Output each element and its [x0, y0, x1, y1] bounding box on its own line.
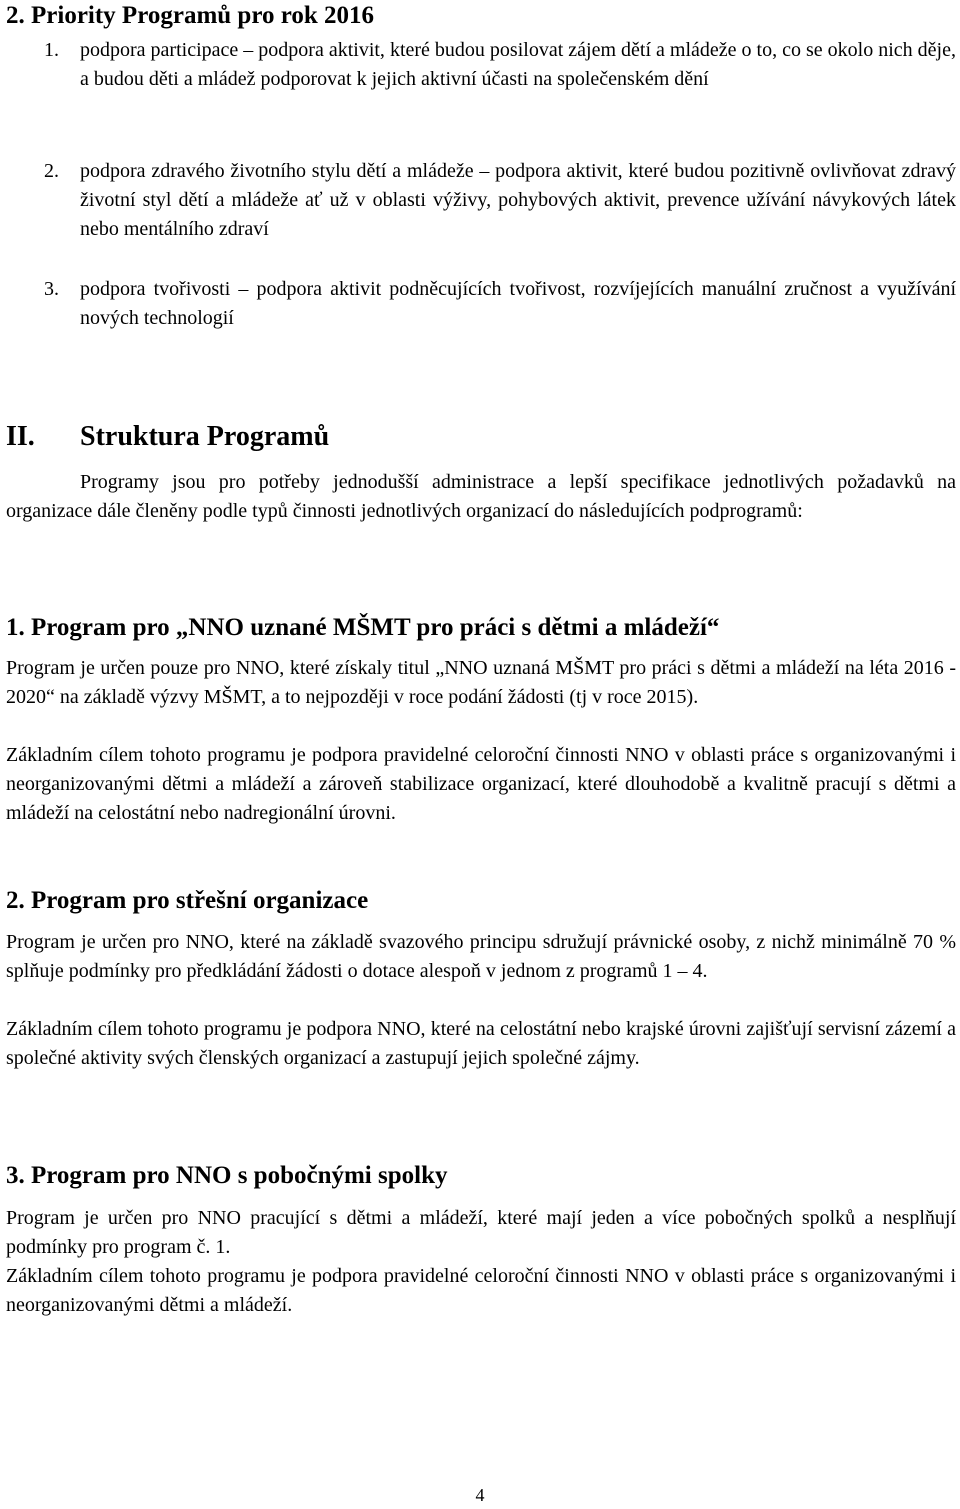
program-3-heading: 3. Program pro NNO s pobočnými spolky — [6, 1162, 448, 1189]
priority-item-2 — [44, 157, 956, 244]
program-1-heading: 1. Program pro „NNO uznané MŠMT pro práci s dětmi a mládeží“ — [6, 614, 720, 641]
section-title: Struktura Programů — [80, 421, 330, 452]
section-roman-numeral: II. — [6, 421, 35, 452]
priorities-heading: 2. Priority Programů pro rok 2016 — [6, 2, 375, 29]
program-1-paragraph-2: Základním cílem tohoto programu je podpora pravidelné celoroční činnosti NNO v oblasti práce s organizovanými i neorganizovanými dětmi a mládeží a zároveň stabilizace organizací, které dlouhodobě a kvalitně pracují s dětmi a mládeží na celostátní nebo nadregionální úrovni. — [6, 744, 956, 824]
priority-item-1 — [44, 36, 956, 94]
page-number: 4 — [475, 1485, 485, 1505]
program-2-paragraph-1: Program je určen pro NNO, které na základě svazového principu sdružují právnické osoby, z nichž minimálně 70 % splňuje podmínky pro předkládání žádosti o dotace alespoň v jednom z programů 1 – 4. — [6, 931, 956, 982]
priority-item-number: 3. — [44, 278, 59, 300]
priority-item-3 — [44, 275, 956, 333]
priority-item-number: 2. — [44, 160, 59, 182]
program-3-paragraph-1: Program je určen pro NNO pracující s dětmi a mládeží, které mají jeden a více pobočných spolků a nesplňují podmínky pro program č. 1. — [6, 1207, 956, 1258]
priority-item-text: podpora tvořivosti – podpora aktivit podněcujících tvořivost, rozvíjejících manuální zručnost a využívání nových technologií — [80, 278, 956, 329]
priority-item-number: 1. — [44, 39, 59, 61]
priority-item-text: podpora zdravého životního stylu dětí a mládeže – podpora aktivit, které budou pozitivně ovlivňovat zdravý životní styl dětí a mládeže ať už v oblasti výživy, pohybových aktivit, prevence užívání návykových látek nebo mentálního zdraví — [80, 160, 956, 240]
program-1-paragraph-1: Program je určen pouze pro NNO, které získaly titul „NNO uznaná MŠMT pro práci s dětmi a mládeží na léta 2016 - 2020“ na základě výzvy MŠMT, a to nejpozději v roce podání žádosti (tj v roce 2015). — [6, 657, 956, 708]
program-2-paragraph-2: Základním cílem tohoto programu je podpora NNO, které na celostátní nebo krajské úrovni zajišťují servisní zázemí a společné aktivity svých členských organizací a zastupují jejich společné zájmy. — [6, 1018, 956, 1069]
program-2-heading: 2. Program pro střešní organizace — [6, 887, 369, 914]
priority-item-text: podpora participace – podpora aktivit, které budou posilovat zájem dětí a mládeže o to, co se okolo nich děje, a budou děti a mládež podporovat k jejich aktivní účasti na společenském dění — [80, 39, 956, 90]
structure-intro: Programy jsou pro potřeby jednodušší administrace a lepší specifikace jednotlivých požadavků na organizace dále členěny podle typů činnosti jednotlivých organizací do následujících podprogramů: — [6, 471, 956, 522]
program-3-paragraph-2: Základním cílem tohoto programu je podpora pravidelné celoroční činnosti NNO v oblasti práce s organizovanými i neorganizovanými dětmi a mládeží. — [6, 1265, 956, 1316]
